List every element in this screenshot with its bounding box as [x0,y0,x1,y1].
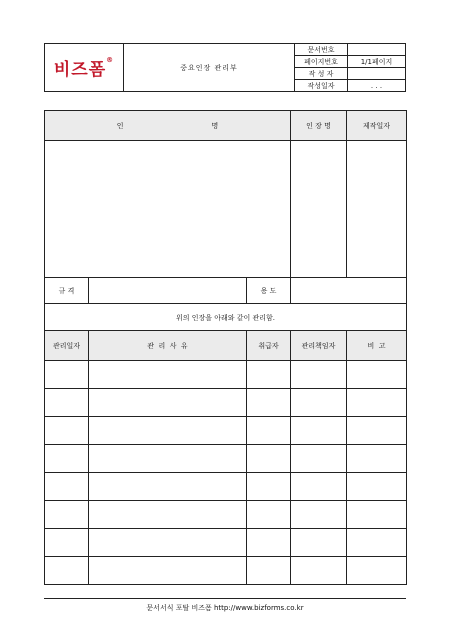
remarks-cell[interactable] [347,501,407,529]
manage-reason-cell[interactable] [89,417,247,445]
remarks-cell[interactable] [347,389,407,417]
date-label: 작성일자 [295,80,348,92]
seal-impression-header-a: 인 [116,121,124,130]
header-manage-date: 관리일자 [45,331,89,361]
spec-field[interactable] [89,278,247,304]
registered-mark: ® [106,56,115,64]
author-field[interactable] [348,68,406,80]
table-row [45,501,407,529]
page-number-field[interactable]: 1/1페이지 [348,56,406,68]
manager-cell[interactable] [291,557,347,585]
made-date-field[interactable] [347,141,407,278]
management-rows [45,361,407,585]
manager-cell[interactable] [291,501,347,529]
doc-number-label: 문서번호 [295,44,348,56]
manage-reason-cell[interactable] [89,473,247,501]
handler-cell[interactable] [247,529,291,557]
header-manage-reason: 관 리 사 유 [89,331,247,361]
manage-date-cell[interactable] [45,557,89,585]
management-notice: 위의 인장을 아래와 같이 관리함. [45,304,407,332]
seal-impression-area[interactable] [45,141,291,278]
manager-cell[interactable] [291,361,347,389]
remarks-cell[interactable] [347,473,407,501]
page-number-label: 페이지번호 [295,56,348,68]
table-row [45,417,407,445]
manage-reason-cell[interactable] [89,361,247,389]
handler-cell[interactable] [247,389,291,417]
document-header [44,43,406,92]
document-title: 중요인장 관리부 [124,44,295,92]
seal-table [44,110,407,332]
management-table [44,330,407,585]
handler-cell[interactable] [247,501,291,529]
doc-number-field[interactable] [348,44,406,56]
manage-reason-cell[interactable] [89,529,247,557]
date-field[interactable]: . . . [348,80,406,92]
header-handler: 취급자 [247,331,291,361]
seal-name-header: 인 장 명 [291,111,347,141]
manage-reason-cell[interactable] [89,501,247,529]
usage-label: 용 도 [247,278,291,304]
manage-reason-cell[interactable] [89,445,247,473]
handler-cell[interactable] [247,417,291,445]
manager-cell[interactable] [291,417,347,445]
handler-cell[interactable] [247,361,291,389]
spec-label: 규 격 [45,278,89,304]
manage-date-cell[interactable] [45,445,89,473]
usage-field[interactable] [291,278,407,304]
handler-cell[interactable] [247,557,291,585]
table-row [45,557,407,585]
remarks-cell[interactable] [347,557,407,585]
remarks-cell[interactable] [347,361,407,389]
table-row [45,361,407,389]
footer-text: 문서서식 포탈 비즈폼 http://www.bizforms.co.kr [146,604,304,612]
table-row [45,389,407,417]
remarks-cell[interactable] [347,529,407,557]
footer-divider [44,598,406,599]
handler-cell[interactable] [247,473,291,501]
manage-reason-cell[interactable] [89,557,247,585]
manager-cell[interactable] [291,445,347,473]
manage-date-cell[interactable] [45,417,89,445]
seal-impression-header [45,111,291,141]
seal-impression-header-b: 명 [211,121,219,130]
manage-date-cell[interactable] [45,389,89,417]
made-date-header: 제작일자 [347,111,407,141]
manage-date-cell[interactable] [45,529,89,557]
handler-cell[interactable] [247,445,291,473]
manager-cell[interactable] [291,389,347,417]
manage-date-cell[interactable] [45,361,89,389]
seal-name-field[interactable] [291,141,347,278]
manager-cell[interactable] [291,529,347,557]
remarks-cell[interactable] [347,445,407,473]
remarks-cell[interactable] [347,417,407,445]
logo-text: 비즈폼 [53,60,107,80]
manager-cell[interactable] [291,473,347,501]
manage-date-cell[interactable] [45,501,89,529]
logo [45,44,124,92]
header-remarks: 비 고 [347,331,407,361]
table-row [45,473,407,501]
manage-date-cell[interactable] [45,473,89,501]
author-label: 작 성 자 [295,68,348,80]
table-row [45,529,407,557]
table-row [45,445,407,473]
manage-reason-cell[interactable] [89,389,247,417]
header-manager: 관리책임자 [291,331,347,361]
